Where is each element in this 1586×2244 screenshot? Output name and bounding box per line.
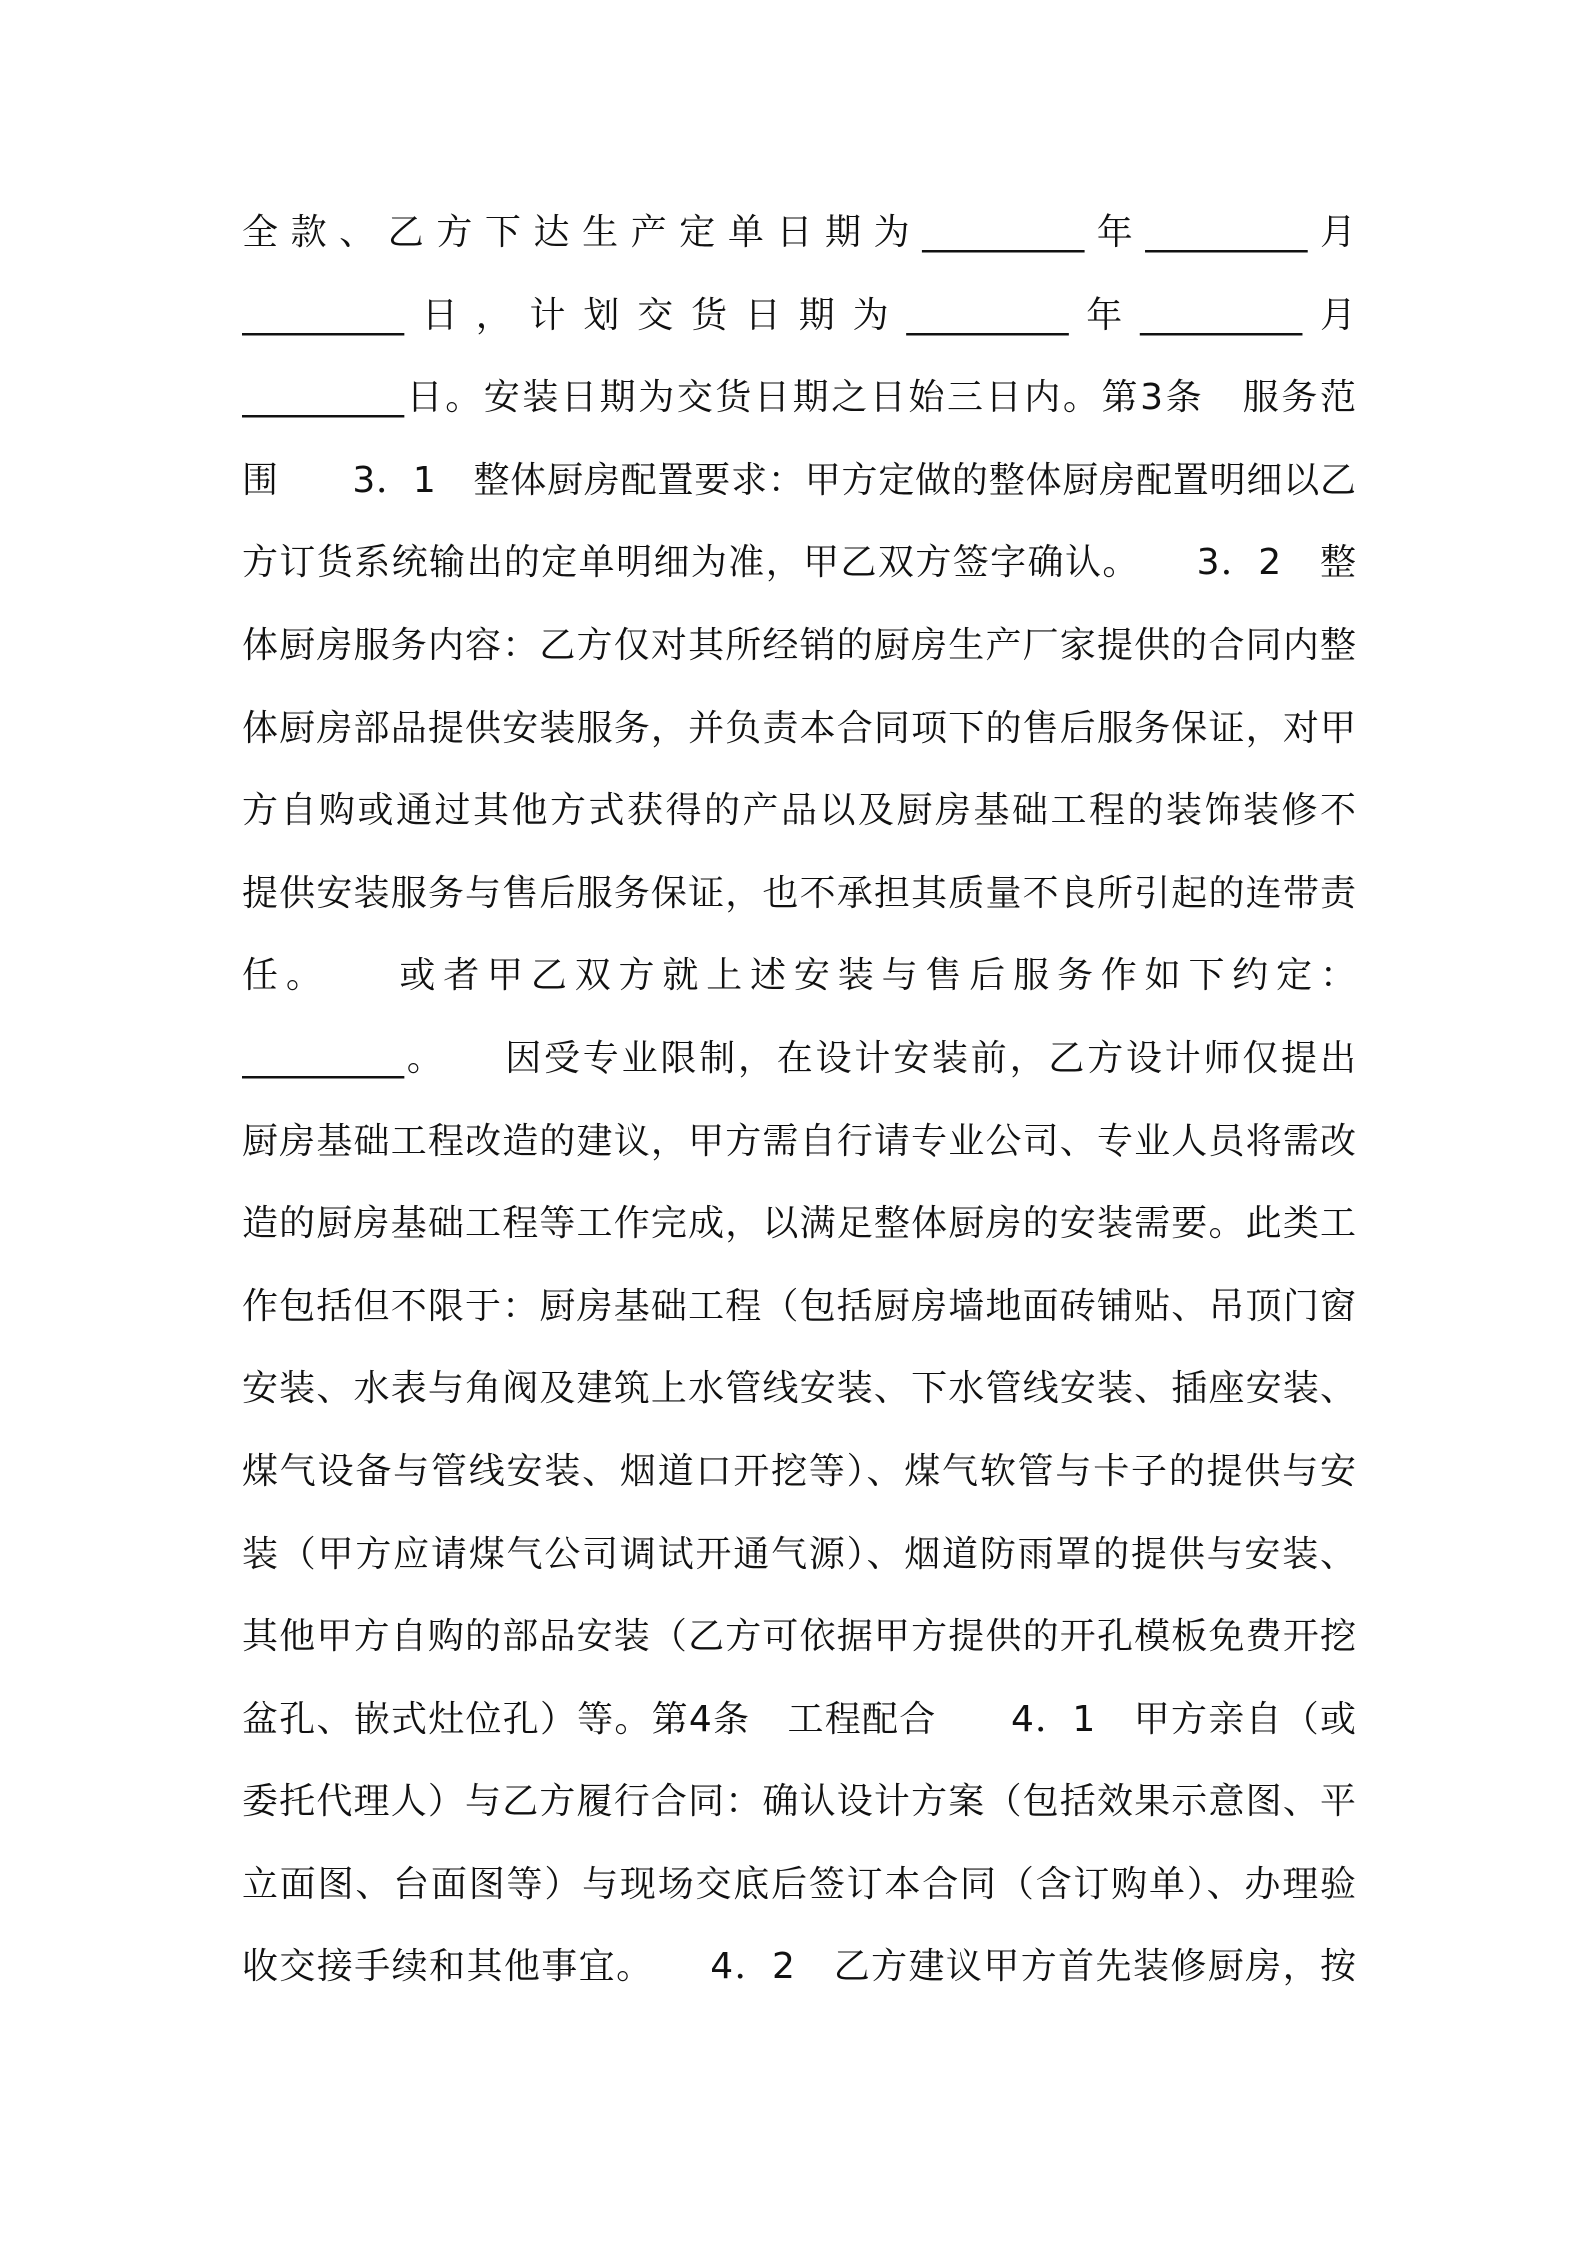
text-line: _________日。安装日期为交货日期之日始三日内。第3条 服务范 [242,377,1356,419]
text-line: 其他甲方自购的部品安装（乙方可依据甲方提供的开孔模板免费开挖 [242,1616,1356,1658]
contract-body-text [242,192,1356,2009]
text-line: 造的厨房基础工程等工作完成，以满足整体厨房的安装需要。此类工 [242,1203,1356,1245]
text-line: 作包括但不限于：厨房基础工程（包括厨房墙地面砖铺贴、吊顶门窗 [242,1285,1356,1327]
text-line: 体厨房部品提供安装服务，并负责本合同项下的售后服务保证，对甲 [242,707,1356,749]
text-line: 煤气设备与管线安装、烟道口开挖等）、煤气软管与卡子的提供与安 [242,1450,1356,1492]
text-line: _________。 因受专业限制，在设计安装前，乙方设计师仅提出 [242,1037,1356,1079]
text-line: 收交接手续和其他事宜。 4．2 乙方建议甲方首先装修厨房，按 [242,1946,1356,1988]
text-line: 委托代理人）与乙方履行合同：确认设计方案（包括效果示意图、平 [242,1781,1356,1823]
text-line: 装（甲方应请煤气公司调试开通气源）、烟道防雨罩的提供与安装、 [242,1533,1356,1575]
text-line: 安装、水表与角阀及建筑上水管线安装、下水管线安装、插座安装、 [242,1368,1356,1410]
text-line: 全款、乙方下达生产定单日期为_________年_________月 [242,212,1356,253]
text-line: _________日，计划交货日期为_________年_________月 [242,294,1356,336]
text-line: 任。 或者甲乙双方就上述安装与售后服务作如下约定： [242,955,1356,997]
text-line: 提供安装服务与售后服务保证，也不承担其质量不良所引起的连带责 [242,872,1356,914]
text-line: 方自购或通过其他方式获得的产品以及厨房基础工程的装饰装修不 [242,790,1356,832]
text-line: 立面图、台面图等）与现场交底后签订本合同（含订购单）、办理验 [242,1863,1356,1905]
text-line: 体厨房服务内容：乙方仅对其所经销的厨房生产厂家提供的合同内整 [242,624,1356,666]
text-line: 围 3．1 整体厨房配置要求：甲方定做的整体厨房配置明细以乙 [242,459,1356,501]
text-line: 厨房基础工程改造的建议，甲方需自行请专业公司、专业人员将需改 [242,1120,1356,1162]
text-line: 方订货系统输出的定单明细为准，甲乙双方签字确认。 3．2 整 [242,542,1356,584]
text-line: 盆孔、嵌式灶位孔）等。第4条 工程配合 4．1 甲方亲自（或 [242,1698,1356,1740]
